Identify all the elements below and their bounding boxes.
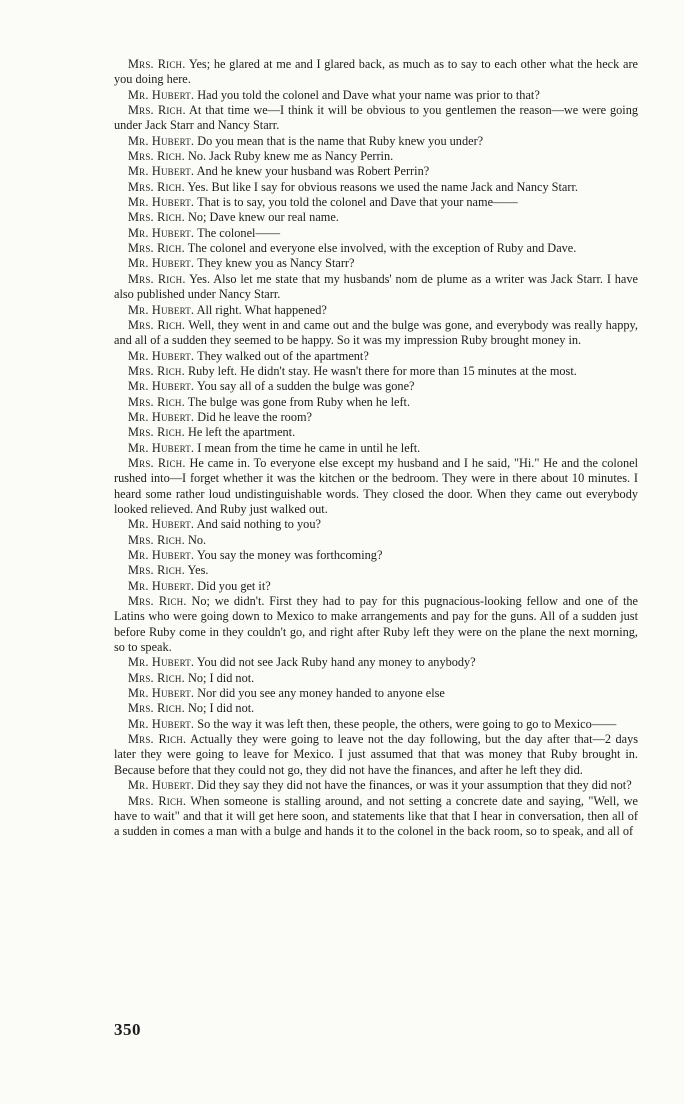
testimony-paragraph	[114, 195, 638, 210]
page-number: 350	[114, 1020, 141, 1039]
paragraph-text: The bulge was gone from Ruby when he left.	[187, 394, 411, 409]
testimony-paragraph	[114, 794, 638, 840]
speaker-label: Mr. Hubert.	[128, 302, 195, 317]
testimony-paragraph	[114, 517, 638, 532]
paragraph-text: Did they say they did not have the finances, or was it your assumption that they did not?	[197, 778, 632, 793]
paragraph-text: Yes.	[187, 563, 209, 578]
testimony-paragraph	[114, 164, 638, 179]
speaker-label: Mrs. Rich.	[128, 455, 186, 470]
paragraph-text: Had you told the colonel and Dave what your name was prior to that?	[197, 87, 540, 102]
testimony-paragraph	[114, 210, 638, 225]
testimony-paragraph	[114, 364, 638, 379]
paragraph-text: He left the apartment.	[187, 425, 296, 440]
testimony-paragraph	[114, 256, 638, 271]
paragraph-text: You say the money was forthcoming?	[196, 548, 383, 562]
paragraph-text: So the way it was left then, these people, the others, were going to go to Mexico——	[197, 716, 617, 731]
paragraph-text: That is to say, you told the colonel and Dave that your name——	[197, 195, 518, 210]
testimony-paragraph	[114, 441, 638, 456]
testimony-paragraph	[114, 533, 638, 548]
testimony-paragraph	[114, 57, 638, 88]
paragraph-text: He came in. To everyone else except my husband and I he said, "Hi." He and the colonel rushed into—I forget whether it was the kitchen or the bedroom. They were in there about 10 minutes. I heard some rather loud undistinguishable words. They closed the door. When they came out everybody looked relieved. And Ruby just walked out.	[114, 455, 638, 516]
paragraph-text: When someone is stalling around, and not setting a concrete date and saying, "Well, we have to wait" and that it will get here soon, and statements like that that I hear in conversation, then all of a sudden in comes a man with a bulge and hands it to the colonel in the back room, so to speak, and all of	[114, 793, 639, 839]
speaker-label: Mr. Hubert.	[128, 655, 195, 670]
testimony-paragraph	[114, 180, 638, 195]
paragraph-text: You say all of a sudden the bulge was gone?	[196, 379, 415, 394]
speaker-label: Mrs. Rich.	[128, 210, 185, 225]
testimony-paragraph	[114, 456, 638, 517]
speaker-label: Mrs. Rich.	[128, 594, 187, 609]
testimony-paragraph	[114, 778, 638, 793]
paragraph-text: They knew you as Nancy Starr?	[197, 256, 355, 271]
paragraph-text: No; we didn't. First they had to pay for this pugnacious-looking fellow and one of the Latins who were going down to Mexico to make arrangements and pay for the guns. All of a sudden just before Ruby come in they couldn't go, and right after Ruby left they were on the plane the next morning, so to speak.	[114, 594, 638, 655]
paragraph-text: Yes. But like I say for obvious reasons we used the name Jack and Nancy Starr.	[187, 179, 578, 194]
testimony-paragraph	[114, 686, 638, 701]
testimony-paragraph	[114, 701, 638, 716]
speaker-label: Mr. Hubert.	[128, 778, 195, 793]
testimony-paragraph	[114, 272, 638, 303]
testimony-paragraph	[114, 88, 638, 103]
paragraph-text: No; Dave knew our real name.	[187, 210, 339, 225]
testimony-paragraph	[114, 655, 638, 670]
speaker-label: Mr. Hubert.	[128, 517, 195, 532]
speaker-label: Mr. Hubert.	[128, 225, 195, 240]
speaker-label: Mrs. Rich.	[128, 394, 185, 409]
testimony-paragraph	[114, 241, 638, 256]
testimony-paragraph	[114, 579, 638, 594]
speaker-label: Mrs. Rich.	[128, 317, 186, 332]
speaker-label: Mrs. Rich.	[128, 670, 185, 685]
testimony-paragraph	[114, 594, 638, 655]
speaker-label: Mr. Hubert.	[128, 256, 195, 271]
speaker-label: Mr. Hubert.	[128, 548, 195, 562]
speaker-label: Mrs. Rich.	[128, 103, 186, 118]
testimony-paragraph	[114, 410, 638, 425]
testimony-paragraph	[114, 395, 638, 410]
speaker-label: Mrs. Rich.	[128, 241, 185, 256]
paragraph-text: You did not see Jack Ruby hand any money to anybody?	[196, 655, 476, 670]
speaker-label: Mr. Hubert.	[128, 87, 195, 102]
testimony-paragraph	[114, 103, 638, 134]
speaker-label: Mr. Hubert.	[128, 716, 195, 731]
paragraph-text: Did you get it?	[197, 578, 271, 593]
speaker-label: Mr. Hubert.	[128, 195, 195, 210]
speaker-label: Mrs. Rich.	[128, 425, 185, 440]
paragraph-text: Well, they went in and came out and the bulge was gone, and everybody was really happy, and all of a sudden they seemed to be happy. So it was my impression Ruby brought money in.	[114, 317, 638, 348]
paragraph-text: And said nothing to you?	[196, 517, 321, 532]
paragraph-text: Yes. Also let me state that my husbands' nom de plume as a writer was Jack Starr. I have also published under Nancy Starr.	[114, 271, 638, 302]
paragraph-text: Yes; he glared at me and I glared back, as much as to say to each other what the heck are you doing here.	[114, 57, 639, 87]
speaker-label: Mr. Hubert.	[128, 164, 195, 179]
testimony-paragraph	[114, 379, 638, 394]
speaker-label: Mrs. Rich.	[128, 532, 185, 547]
speaker-label: Mr. Hubert.	[128, 440, 195, 455]
paragraph-text: And he knew your husband was Robert Perrin?	[196, 164, 430, 179]
testimony-paragraph	[114, 548, 638, 563]
paragraph-text: The colonel and everyone else involved, with the exception of Ruby and Dave.	[187, 241, 577, 256]
paragraph-text: At that time we—I think it will be obvious to you gentlemen the reason—we were going under Jack Starr and Nancy Starr.	[114, 103, 638, 133]
testimony-paragraph	[114, 349, 638, 364]
speaker-label: Mr. Hubert.	[128, 686, 195, 701]
paragraph-text: Did he leave the room?	[197, 409, 313, 424]
speaker-label: Mrs. Rich.	[128, 732, 187, 747]
speaker-label: Mr. Hubert.	[128, 133, 195, 148]
paragraph-text: Actually they were going to leave not the day following, but the day after that—2 days later they were going to leave for Mexico. I just assumed that that was money that Ruby brought in. Because before that they could not go, they did not have the finances, and after he left they did.	[114, 732, 639, 777]
speaker-label: Mrs. Rich.	[128, 271, 186, 286]
speaker-label: Mr. Hubert.	[128, 409, 195, 424]
paragraph-text: They walked out of the apartment?	[197, 348, 369, 363]
paragraph-text: Nor did you see any money handed to anyone else	[197, 686, 445, 701]
paragraph-text: Do you mean that is the name that Ruby knew you under?	[197, 133, 484, 148]
paragraph-text: No.	[187, 532, 207, 547]
speaker-label: Mr. Hubert.	[128, 348, 195, 363]
speaker-label: Mrs. Rich.	[128, 793, 187, 808]
speaker-label: Mrs. Rich.	[128, 563, 185, 578]
speaker-label: Mrs. Rich.	[128, 149, 185, 164]
speaker-label: Mrs. Rich.	[128, 179, 185, 194]
paragraph-text: All right. What happened?	[196, 302, 327, 317]
paragraph-text: I mean from the time he came in until he left.	[197, 440, 421, 455]
speaker-label: Mr. Hubert.	[128, 578, 195, 593]
paragraph-text: The colonel——	[197, 225, 281, 240]
testimony-paragraph	[114, 563, 638, 578]
paragraph-text: No; I did not.	[187, 701, 255, 716]
paragraph-text: Ruby left. He didn't stay. He wasn't there for more than 15 minutes at the most.	[187, 363, 577, 378]
testimony-paragraph	[114, 425, 638, 440]
speaker-label: Mrs. Rich.	[128, 701, 185, 716]
paragraph-text: No. Jack Ruby knew me as Nancy Perrin.	[187, 149, 394, 164]
testimony-paragraph	[114, 149, 638, 164]
speaker-label: Mrs. Rich.	[128, 363, 185, 378]
testimony-paragraph	[114, 671, 638, 686]
speaker-label: Mr. Hubert.	[128, 379, 195, 394]
speaker-label: Mrs. Rich.	[128, 57, 186, 71]
testimony-paragraph	[114, 226, 638, 241]
testimony-paragraph	[114, 732, 638, 778]
testimony-paragraph	[114, 318, 638, 349]
testimony-paragraph	[114, 717, 638, 732]
testimony-text	[114, 57, 638, 840]
paragraph-text: No; I did not.	[187, 670, 255, 685]
testimony-paragraph	[114, 303, 638, 318]
testimony-paragraph	[114, 134, 638, 149]
